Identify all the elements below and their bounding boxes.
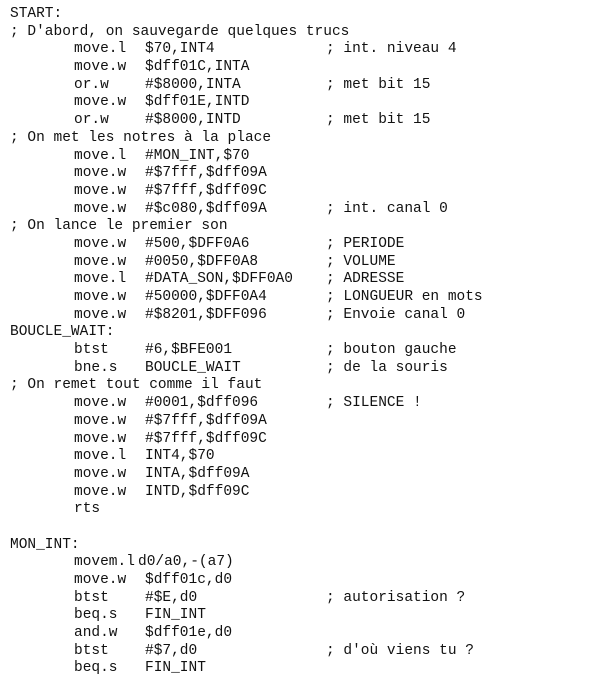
- instruction-opcode: movem.l: [74, 554, 135, 571]
- instruction-opcode: move.l: [74, 41, 127, 58]
- code-line: [10, 377, 610, 395]
- instruction-opcode: btst: [74, 642, 109, 659]
- instruction-opcode: rts: [74, 501, 101, 518]
- code-line: [10, 625, 610, 643]
- instruction-comment: ; PERIODE: [326, 235, 405, 252]
- instruction-operands: $dff01E,INTD: [145, 94, 250, 111]
- code-line: [10, 254, 610, 272]
- instruction-operands: #DATA_SON,$DFF0A0: [145, 271, 293, 288]
- instruction-opcode: move.w: [74, 94, 127, 111]
- instruction-operands: #$7fff,$dff09C: [145, 182, 267, 199]
- code-line: [10, 360, 610, 378]
- instruction-operands: #500,$DFF0A6: [145, 235, 250, 252]
- instruction-operands: #6,$BFE001: [145, 342, 233, 359]
- code-line: [10, 165, 610, 183]
- instruction-comment: ; VOLUME: [326, 253, 396, 270]
- instruction-opcode: move.w: [74, 165, 127, 182]
- code-line: [10, 607, 610, 625]
- instruction-comment: ; ADRESSE: [326, 271, 405, 288]
- instruction-opcode: move.w: [74, 200, 127, 217]
- code-line: [10, 59, 610, 77]
- code-line: [10, 342, 610, 360]
- code-line: [10, 218, 610, 236]
- instruction-opcode: or.w: [74, 76, 109, 93]
- instruction-operands: #$8201,$DFF096: [145, 306, 267, 323]
- instruction-operands: #$8000,INTA: [145, 76, 241, 93]
- instruction-comment: ; de la souris: [326, 359, 448, 376]
- instruction-operands: INTD,$dff09C: [145, 483, 250, 500]
- instruction-operands: FIN_INT: [145, 607, 206, 624]
- instruction-operands: d0/a0,-(a7): [138, 554, 234, 571]
- code-line: [10, 183, 610, 201]
- code-comment-line: ; On met les notres à la place: [10, 129, 272, 146]
- code-label: MON_INT:: [10, 536, 80, 553]
- code-line: [10, 77, 610, 95]
- instruction-operands: #$E,d0: [145, 589, 198, 606]
- code-line: [10, 501, 610, 519]
- instruction-operands: #$7fff,$dff09A: [145, 165, 267, 182]
- code-line: [10, 130, 610, 148]
- instruction-operands: #0001,$dff096: [145, 395, 259, 412]
- code-listing: [10, 6, 610, 678]
- instruction-comment: ; LONGUEUR en mots: [326, 289, 483, 305]
- instruction-operands: #$7,d0: [145, 642, 198, 659]
- instruction-comment: ; met bit 15: [326, 112, 431, 129]
- code-line: [10, 484, 610, 502]
- code-line: [10, 236, 610, 254]
- code-comment-line: ; D'abord, on sauvegarde quelques trucs: [10, 23, 350, 40]
- instruction-operands: #$7fff,$dff09A: [145, 412, 267, 429]
- instruction-opcode: move.l: [74, 448, 127, 465]
- instruction-comment: ; met bit 15: [326, 76, 431, 93]
- code-comment-line: ; On lance le premier son: [10, 218, 228, 235]
- code-line: [10, 94, 610, 112]
- instruction-operands: $dff01C,INTA: [145, 59, 250, 76]
- instruction-opcode: or.w: [74, 112, 109, 129]
- instruction-operands: #MON_INT,$70: [145, 147, 250, 164]
- instruction-opcode: move.w: [74, 483, 127, 500]
- code-line: [10, 307, 610, 325]
- instruction-comment: ; SILENCE !: [326, 395, 422, 412]
- code-line: [10, 395, 610, 413]
- instruction-opcode: btst: [74, 589, 109, 606]
- instruction-opcode: move.w: [74, 235, 127, 252]
- instruction-comment: ; autorisation ?: [326, 589, 466, 606]
- code-line: [10, 6, 610, 24]
- instruction-operands: $dff01e,d0: [145, 625, 233, 642]
- code-line: [10, 431, 610, 449]
- code-line: [10, 413, 610, 431]
- instruction-operands: #0050,$DFF0A8: [145, 253, 259, 270]
- instruction-opcode: move.w: [74, 572, 127, 588]
- instruction-operands: INT4,$70: [145, 448, 215, 465]
- instruction-opcode: move.w: [74, 59, 127, 76]
- instruction-opcode: move.l: [74, 271, 127, 288]
- code-line: [10, 41, 610, 59]
- instruction-operands: #50000,$DFF0A4: [145, 289, 267, 305]
- instruction-opcode: move.w: [74, 412, 127, 429]
- instruction-operands: $dff01c,d0: [145, 572, 233, 588]
- instruction-operands: #$c080,$dff09A: [145, 200, 267, 217]
- instruction-operands: INTA,$dff09A: [145, 465, 250, 482]
- instruction-opcode: beq.s: [74, 660, 118, 677]
- instruction-opcode: move.w: [74, 289, 127, 305]
- instruction-opcode: move.l: [74, 147, 127, 164]
- code-line: [10, 660, 610, 678]
- code-line: [10, 537, 610, 555]
- instruction-comment: ; int. canal 0: [326, 200, 448, 217]
- code-line: [10, 112, 610, 130]
- instruction-opcode: move.w: [74, 253, 127, 270]
- code-label: START:: [10, 6, 63, 22]
- code-line: [10, 148, 610, 166]
- instruction-opcode: btst: [74, 342, 109, 359]
- code-line: [10, 643, 610, 661]
- code-line: [10, 448, 610, 466]
- instruction-opcode: move.w: [74, 430, 127, 447]
- code-line: [10, 554, 610, 572]
- instruction-opcode: beq.s: [74, 607, 118, 624]
- instruction-comment: ; int. niveau 4: [326, 41, 457, 58]
- instruction-comment: ; Envoie canal 0: [326, 306, 466, 323]
- code-line: [10, 201, 610, 219]
- instruction-opcode: move.w: [74, 306, 127, 323]
- instruction-opcode: move.w: [74, 465, 127, 482]
- code-line: [10, 24, 610, 42]
- instruction-operands: #$7fff,$dff09C: [145, 430, 267, 447]
- instruction-comment: ; d'où viens tu ?: [326, 642, 474, 659]
- instruction-opcode: and.w: [74, 625, 118, 642]
- instruction-opcode: move.w: [74, 395, 127, 412]
- code-label: BOUCLE_WAIT:: [10, 324, 115, 341]
- instruction-comment: ; bouton gauche: [326, 342, 457, 359]
- code-line: [10, 466, 610, 484]
- instruction-operands: BOUCLE_WAIT: [145, 359, 241, 376]
- code-comment-line: ; On remet tout comme il faut: [10, 377, 263, 394]
- instruction-opcode: move.w: [74, 182, 127, 199]
- blank-line: [10, 519, 610, 537]
- instruction-operands: $70,INT4: [145, 41, 215, 58]
- code-line: [10, 324, 610, 342]
- instruction-opcode: bne.s: [74, 359, 118, 376]
- instruction-operands: #$8000,INTD: [145, 112, 241, 129]
- code-line: [10, 590, 610, 608]
- code-line: [10, 271, 610, 289]
- code-line: [10, 572, 610, 590]
- instruction-operands: FIN_INT: [145, 660, 206, 677]
- code-line: [10, 289, 610, 307]
